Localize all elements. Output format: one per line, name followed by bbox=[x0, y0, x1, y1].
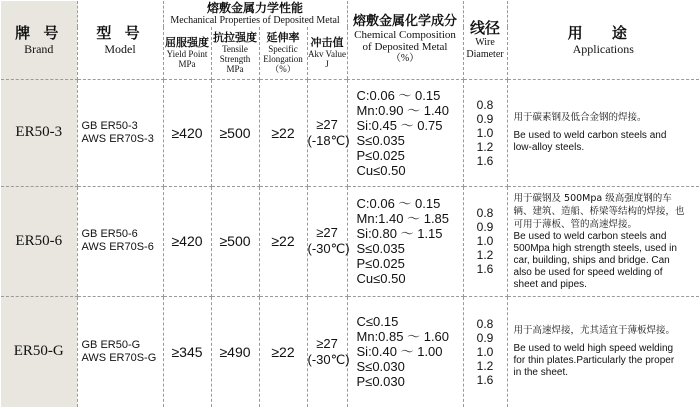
header-tensile-en1: Tensile bbox=[222, 44, 248, 55]
model-gb: GB ER50-6 bbox=[81, 228, 138, 240]
application-cn: 用于高速焊接，尤其适宜于薄板焊接。 bbox=[513, 325, 676, 337]
composition-line: C:0.06 ～ 0.15 bbox=[356, 196, 441, 211]
header-yield-cn: 屈服强度 bbox=[165, 36, 209, 50]
composition-line: Mn:1.40 ～ 1.85 bbox=[356, 211, 450, 226]
composition-cell bbox=[347, 79, 463, 186]
header-applications-en: Applications bbox=[572, 41, 634, 56]
application-en: sheet and pipes. bbox=[513, 278, 587, 290]
header-elongation-cn: 延伸率 bbox=[266, 31, 300, 45]
elongation-cell: ≥22 bbox=[259, 79, 307, 186]
wire-size: 0.8 bbox=[476, 206, 494, 220]
yield-cell: ≥345 bbox=[163, 296, 211, 407]
model-aws: AWS ER70S-6 bbox=[81, 241, 154, 253]
header-elongation-en3: （%） bbox=[270, 64, 296, 75]
brand-cell: ER50-G bbox=[1, 296, 77, 407]
header-wire bbox=[463, 1, 507, 79]
elongation-cell: ≥22 bbox=[259, 296, 307, 407]
header-elongation-en1: Specific bbox=[268, 44, 298, 55]
tensile-cell: ≥490 bbox=[211, 296, 259, 407]
header-model-en: Model bbox=[104, 41, 136, 56]
header-mechanical-cn: 熔敷金属力学性能 bbox=[207, 1, 304, 15]
impact-cell bbox=[307, 186, 350, 296]
composition-line: Cu≤0.50 bbox=[356, 271, 406, 286]
composition-line: S≤0.030 bbox=[356, 359, 405, 375]
wire-size: 1.2 bbox=[476, 358, 494, 373]
wire-size: 0.8 bbox=[476, 316, 494, 331]
header-applications bbox=[507, 1, 699, 79]
wire-size: 1.0 bbox=[476, 344, 494, 359]
header-composition bbox=[347, 1, 463, 79]
composition-line: C:0.06 ～ 0.15 bbox=[356, 87, 441, 103]
header-tensile-cn: 抗拉强度 bbox=[213, 31, 257, 45]
header-brand-cn: 牌 号 bbox=[15, 23, 63, 42]
header-impact-en1: Akv Value bbox=[307, 49, 347, 60]
composition-line: S≤0.035 bbox=[356, 241, 405, 256]
header-model-cn: 型 号 bbox=[96, 23, 144, 42]
composition-cell bbox=[347, 186, 463, 296]
model-aws: AWS ER70S-G bbox=[81, 351, 157, 364]
elongation-cell: ≥22 bbox=[259, 186, 307, 296]
model-cell bbox=[77, 296, 163, 407]
model-gb: GB ER50-3 bbox=[81, 119, 138, 132]
composition-line: Mn:0.85 ～ 1.60 bbox=[356, 329, 450, 345]
wire-size: 0.9 bbox=[476, 111, 494, 126]
composition-line: Si:0.80 ～ 1.15 bbox=[356, 226, 443, 241]
header-tensile bbox=[211, 27, 259, 79]
application-cn: 可用于薄板、管的高速焊接。 bbox=[513, 218, 638, 230]
table-row bbox=[1, 186, 699, 296]
application-en: Be used to weld carbon steels and bbox=[513, 130, 667, 141]
applications-cell bbox=[507, 79, 699, 186]
wire-size: 1.0 bbox=[476, 234, 494, 248]
wire-size: 1.2 bbox=[476, 139, 494, 154]
wire-size: 0.9 bbox=[476, 330, 494, 345]
model-cell bbox=[77, 186, 163, 296]
header-mechanical bbox=[163, 1, 347, 27]
application-en: Be used to weld high speed welding bbox=[513, 343, 674, 355]
wire-size: 1.6 bbox=[476, 262, 494, 276]
application-en: for thin plates.Particularly the proper bbox=[513, 355, 675, 367]
wire-cell bbox=[463, 186, 507, 296]
composition-line: P≤0.030 bbox=[356, 374, 405, 390]
wire-cell bbox=[463, 79, 507, 186]
impact-cell bbox=[307, 79, 350, 186]
header-composition-en3: （%） bbox=[390, 52, 420, 64]
yield-cell: ≥420 bbox=[163, 79, 211, 186]
brand-cell: ER50-6 bbox=[1, 186, 77, 296]
header-wire-cn: 线径 bbox=[470, 18, 501, 37]
header-applications-cn: 用 途 bbox=[567, 23, 639, 42]
header-wire-en2: Diameter bbox=[466, 48, 504, 60]
impact-value: ≥27 bbox=[316, 116, 338, 132]
header-brand bbox=[1, 1, 77, 79]
applications-cell bbox=[507, 186, 699, 296]
header-tensile-en2: Strength bbox=[219, 54, 251, 65]
tensile-cell: ≥500 bbox=[211, 79, 259, 186]
impact-value: ≥27 bbox=[316, 225, 338, 240]
application-en: also be used for speed welding of bbox=[513, 266, 663, 278]
wire-size: 1.0 bbox=[476, 125, 494, 140]
wire-size: 0.8 bbox=[476, 97, 494, 112]
application-en: Be used to weld carbon steels and bbox=[513, 230, 667, 242]
table-row bbox=[1, 296, 699, 407]
applications-cell bbox=[507, 296, 699, 407]
composition-line: Cu≤0.50 bbox=[356, 162, 406, 178]
model-cell bbox=[77, 79, 163, 186]
table-row bbox=[1, 79, 699, 186]
tensile-cell: ≥500 bbox=[211, 186, 259, 296]
application-en: low-alloy steels. bbox=[513, 142, 585, 153]
header-composition-en1: Chemical Composition bbox=[354, 28, 456, 41]
wire-cell bbox=[463, 296, 507, 407]
composition-line: Si:0.40 ～ 1.00 bbox=[356, 344, 443, 360]
header-impact-en2: J bbox=[325, 59, 329, 70]
wire-size: 1.6 bbox=[476, 372, 494, 387]
application-cn: 用于碳钢及 500Mpa 级高强度钢的车 bbox=[513, 192, 672, 204]
composition-line: P≤0.025 bbox=[356, 256, 405, 271]
header-brand-en: Brand bbox=[24, 41, 54, 56]
composition-line: P≤0.025 bbox=[356, 147, 405, 163]
impact-temp: (-18℃) bbox=[307, 132, 350, 148]
model-gb: GB ER50-G bbox=[81, 338, 141, 351]
impact-temp: (-30℃) bbox=[307, 241, 350, 256]
header-yield bbox=[163, 27, 211, 79]
header-tensile-en3: MPa bbox=[226, 64, 244, 75]
brand-cell: ER50-3 bbox=[1, 79, 77, 186]
header-composition-en2: of Deposited Metal bbox=[362, 40, 448, 53]
header-elongation-en2: Elongation bbox=[263, 54, 303, 65]
composition-line: C≤0.15 bbox=[356, 314, 399, 330]
application-cn: 辆、建筑、造船、桥梁等结构的焊接，也 bbox=[513, 205, 685, 217]
application-en: in the sheet. bbox=[513, 367, 568, 379]
model-aws: AWS ER70S-3 bbox=[81, 132, 154, 145]
composition-line: Mn:0.90 ～ 1.40 bbox=[356, 102, 450, 118]
yield-cell: ≥420 bbox=[163, 186, 211, 296]
application-en: car, building, ships and bridge. Can bbox=[513, 254, 670, 266]
header-model bbox=[77, 1, 163, 79]
header-wire-en1: Wire bbox=[475, 36, 495, 48]
spec-table bbox=[1, 1, 699, 407]
impact-value: ≥27 bbox=[316, 335, 338, 351]
header-yield-en: Yield Point MPa bbox=[166, 49, 208, 70]
application-en: 500Mpa high strength steels, used in bbox=[513, 242, 677, 254]
wire-size: 0.9 bbox=[476, 220, 494, 234]
impact-cell bbox=[307, 296, 350, 407]
application-cn: 用于碳素钢及低合金钢的焊接。 bbox=[513, 112, 647, 123]
wire-size: 1.6 bbox=[476, 153, 494, 168]
wire-size: 1.2 bbox=[476, 248, 494, 262]
composition-line: S≤0.035 bbox=[356, 132, 405, 148]
header-impact-cn: 冲击值 bbox=[310, 36, 344, 50]
header-elongation bbox=[259, 27, 307, 79]
impact-temp: (-30℃) bbox=[307, 351, 350, 367]
composition-cell bbox=[347, 296, 463, 407]
header-composition-cn: 熔敷金属化学成分 bbox=[353, 13, 458, 29]
header-mechanical-en: Mechanical Properties of Deposited Metal bbox=[170, 15, 340, 26]
composition-line: Si:0.45 ～ 0.75 bbox=[356, 117, 443, 133]
header-impact bbox=[307, 27, 347, 79]
